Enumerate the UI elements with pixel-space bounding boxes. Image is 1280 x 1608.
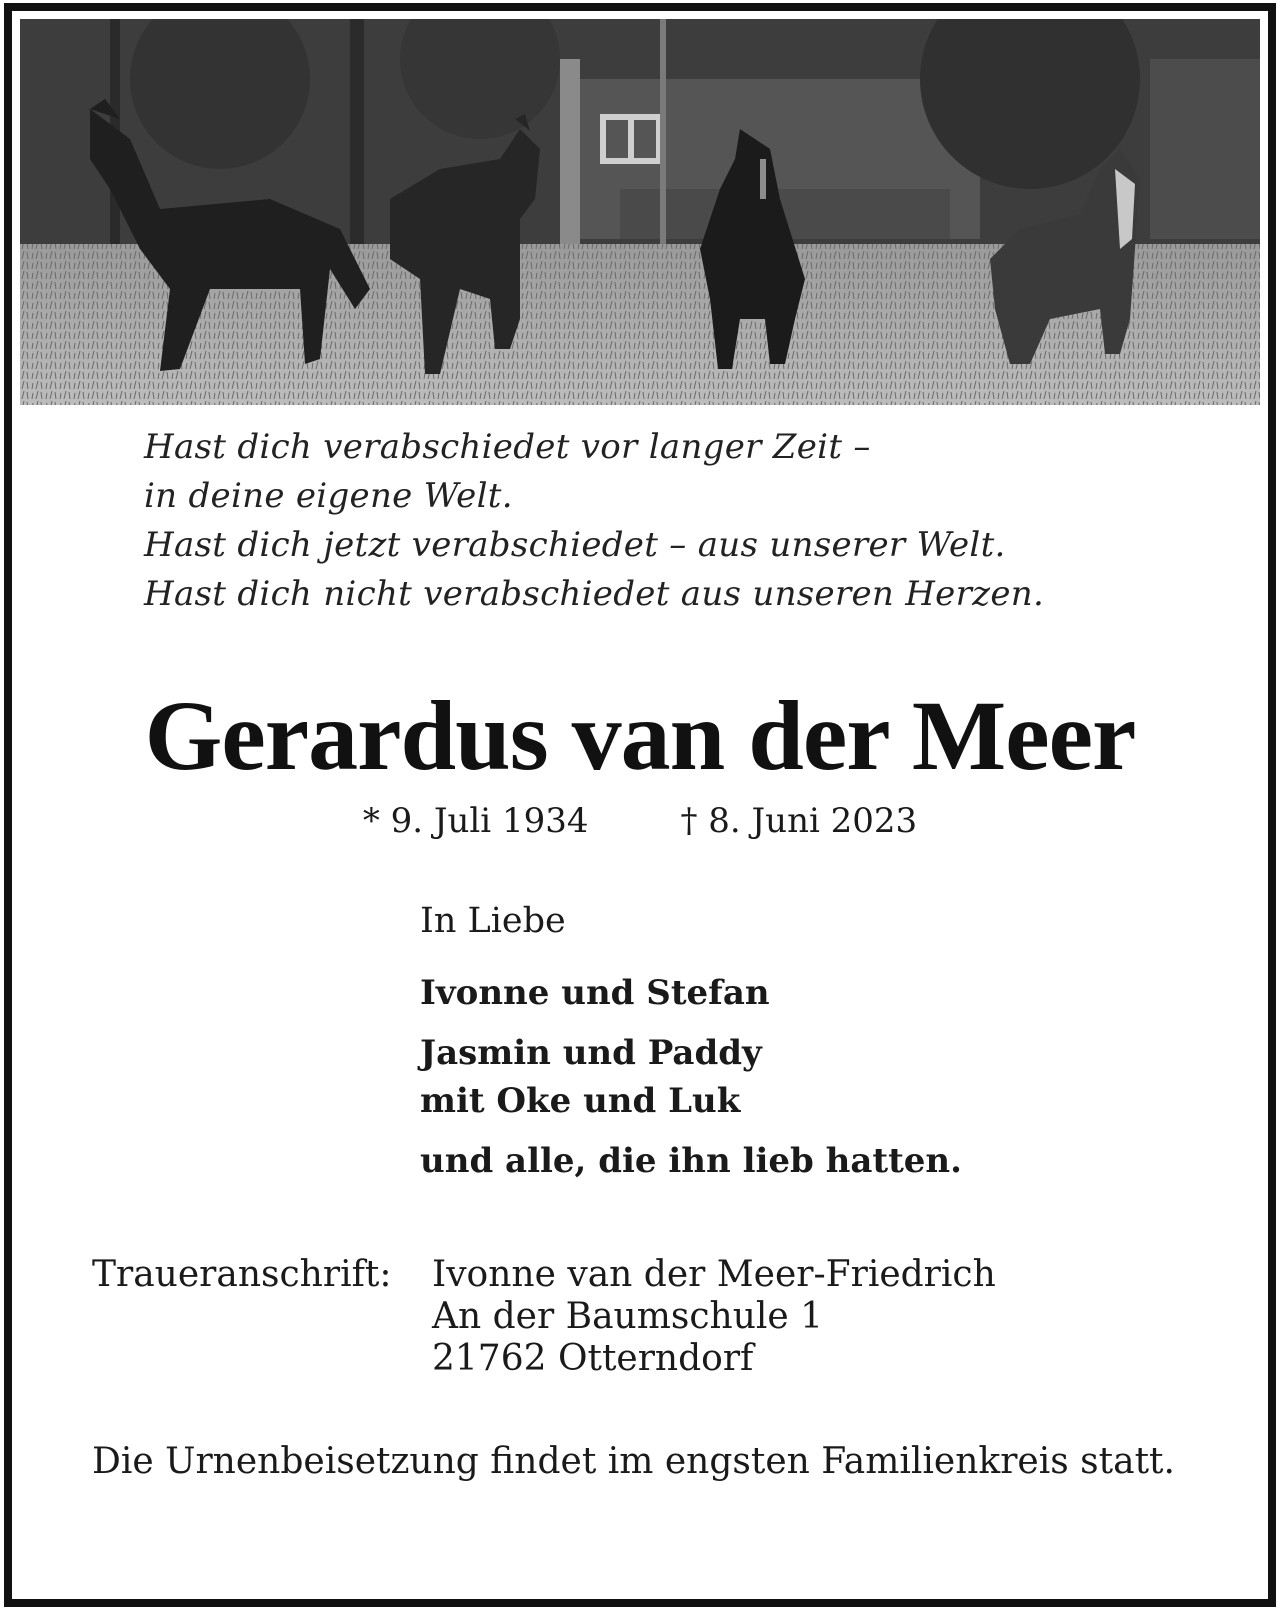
poem-line: Hast dich jetzt verabschiedet – aus unserer Welt. <box>144 525 1006 565</box>
life-dates <box>12 801 1268 841</box>
obituary-notice <box>4 3 1276 1607</box>
mourners-intro: In Liebe <box>420 901 566 941</box>
address-label: Traueranschrift: <box>92 1254 392 1295</box>
death-date: † 8. Juni 2023 <box>680 801 918 841</box>
poem-line: Hast dich nicht verabschiedet aus unseren Herzen. <box>144 574 1045 614</box>
mourner-line: Jasmin und Paddy <box>420 1033 762 1073</box>
horses-in-meadow-image <box>20 19 1260 405</box>
mourner-line: mit Oke und Luk <box>420 1081 741 1121</box>
horses-photo <box>20 19 1260 405</box>
deceased-name: Gerardus van der Meer <box>144 680 1136 791</box>
poem <box>144 423 1044 619</box>
mourners-block <box>420 899 962 1185</box>
burial-note: Die Urnenbeisetzung findet im engsten Familienkreis statt. <box>92 1441 1175 1482</box>
poem-line: Hast dich verabschiedet vor langer Zeit – <box>144 427 871 467</box>
birth-date: * 9. Juli 1934 <box>362 801 589 841</box>
address-lines <box>432 1254 996 1380</box>
address-city: 21762 Otterndorf <box>432 1338 754 1379</box>
poem-line: in deine eigene Welt. <box>144 476 513 516</box>
mourning-address <box>92 1254 996 1380</box>
mourner-line: und alle, die ihn lieb hatten. <box>420 1141 962 1181</box>
address-street: An der Baumschule 1 <box>432 1296 824 1337</box>
address-name: Ivonne van der Meer-Friedrich <box>432 1254 996 1295</box>
mourner-line: Ivonne und Stefan <box>420 973 770 1013</box>
